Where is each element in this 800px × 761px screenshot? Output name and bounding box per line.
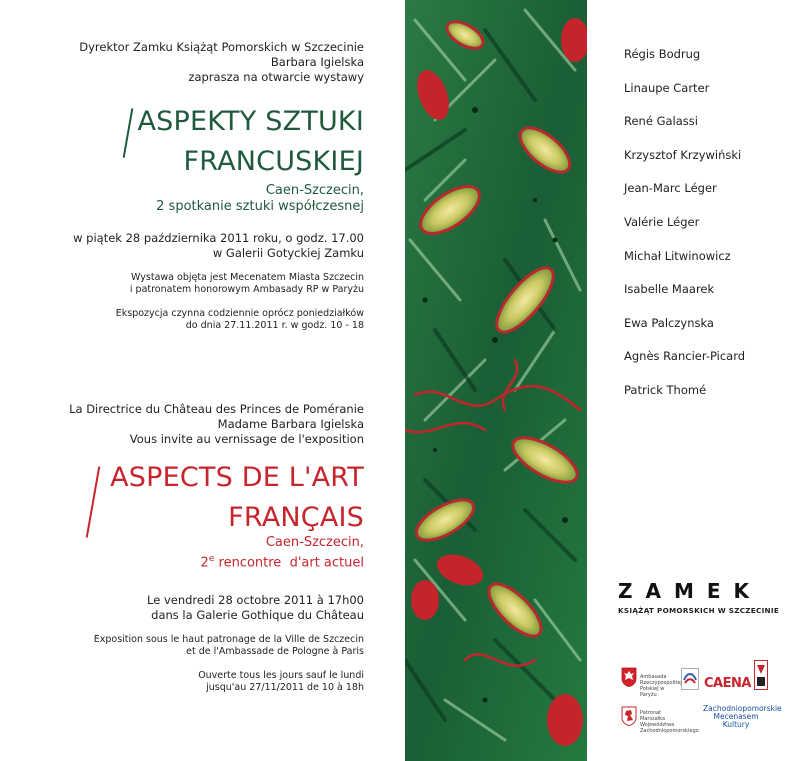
polish-date-line: w piątek 28 października 2011 roku, o godz. 17.00 xyxy=(73,231,364,245)
polish-hours-line: do dnia 27.11.2011 r. w godz. 10 - 18 xyxy=(185,320,364,331)
french-intro-line: Madame Barbara Igielska xyxy=(217,417,364,431)
marshal-label: Patronat Marszałka Województwa Zachodniopomorskiego xyxy=(640,710,699,734)
french-hours xyxy=(198,670,364,694)
artist-name: Michał Litwinowicz xyxy=(624,248,731,263)
polish-patronage xyxy=(130,272,364,296)
polish-title xyxy=(138,102,365,182)
embassy-label: Ambasada Rzeczypospolitej Polskiej w Paryżu xyxy=(640,674,682,698)
polish-date xyxy=(73,231,364,261)
polish-title-slash xyxy=(123,108,134,158)
french-subtitle xyxy=(201,535,364,571)
french-intro xyxy=(69,402,364,447)
zamek-logo-word: ZAMEK xyxy=(618,579,763,603)
polish-intro xyxy=(79,40,364,85)
polish-patronage-line: i patronatem honorowym Ambasady RP w Paryżu xyxy=(129,284,364,295)
polish-hours-line: Ekspozycja czynna codziennie oprócz poniedziałków xyxy=(115,308,364,319)
polish-title-line: FRANCUSKIEJ xyxy=(183,146,364,177)
artist-name: Agnès Rancier-Picard xyxy=(624,349,746,364)
griffin-emblem-icon xyxy=(621,706,637,726)
artist-name: Isabelle Maarek xyxy=(624,282,715,297)
artist-name: Régis Bodrug xyxy=(624,47,701,61)
french-patronage-line: Exposition sous le haut patronage de la Ville de Szczecin xyxy=(93,634,364,645)
artist-name: Valérie Léger xyxy=(624,214,700,229)
polish-title-line: ASPEKTY SZTUKI xyxy=(137,106,364,137)
french-title-line: FRANÇAIS xyxy=(228,502,364,533)
french-date xyxy=(147,593,364,623)
zachodniopomorskie-logo: Zachodniopomorskie Mecenasem Kultury xyxy=(703,704,782,729)
polish-intro-line: zaprasza na otwarcie wystawy xyxy=(188,70,364,84)
artist-name: Ewa Palczynska xyxy=(624,315,714,330)
polish-hours xyxy=(116,308,364,332)
french-date-line: Le vendredi 28 octobre 2011 à 17h00 xyxy=(147,593,364,607)
artist-list xyxy=(624,47,745,417)
artist-name: Patrick Thomé xyxy=(624,382,707,397)
french-date-line: dans la Galerie Gothique du Château xyxy=(151,608,364,622)
polish-subtitle xyxy=(156,183,364,215)
french-title xyxy=(110,458,364,538)
polish-date-line: w Galerii Gotyckiej Zamku xyxy=(212,246,364,260)
french-patronage xyxy=(94,634,364,658)
french-intro-line: La Directrice du Château des Princes de Poméranie xyxy=(69,402,364,416)
painting-svg xyxy=(405,0,587,761)
french-hours-line: jusqu'au 27/11/2011 de 10 à 18h xyxy=(206,682,364,693)
polish-subtitle-line: 2 spotkanie sztuki współczesnej xyxy=(156,199,364,214)
caena-logo: CAENA xyxy=(704,676,751,691)
french-title-slash xyxy=(86,466,100,537)
festival-badge-icon xyxy=(754,660,768,690)
french-hours-line: Ouverte tous les jours sauf le lundi xyxy=(198,670,364,681)
invitation-text-column xyxy=(0,0,370,761)
zamek-logo xyxy=(618,579,780,615)
artist-name: Linaupe Carter xyxy=(624,80,710,95)
french-subtitle-number: 2 xyxy=(200,555,209,571)
french-subtitle-line xyxy=(201,551,364,571)
polish-intro-line: Barbara Igielska xyxy=(270,55,364,69)
painting-image xyxy=(405,0,587,761)
french-patronage-line: et de l'Ambassade de Pologne à Paris xyxy=(186,646,364,657)
zamek-logo-subtitle: KSIĄŻĄT POMORSKICH W SZCZECINIE xyxy=(618,606,780,615)
polish-patronage-line: Wystawa objęta jest Mecenatem Miasta Szczecin xyxy=(131,272,364,283)
french-intro-line: Vous invite au vernissage de l'exposition xyxy=(129,432,364,446)
artist-name: Krzysztof Krzywiński xyxy=(624,147,742,162)
artist-name: René Galassi xyxy=(624,114,698,129)
polish-intro-line: Dyrektor Zamku Książąt Pomorskich w Szczecinie xyxy=(79,40,364,54)
city-patronage-icon xyxy=(681,668,699,690)
artist-name: Jean-Marc Léger xyxy=(624,181,717,196)
french-subtitle-line: Caen-Szczecin, xyxy=(265,535,364,550)
polish-eagle-emblem-icon xyxy=(621,667,637,687)
polish-subtitle-line: Caen-Szczecin, xyxy=(265,183,364,198)
french-subtitle-rest: rencontre d'art actuel xyxy=(214,555,364,571)
french-subtitle-superscript: e xyxy=(208,554,215,564)
french-title-line: ASPECTS DE L'ART xyxy=(110,462,364,493)
